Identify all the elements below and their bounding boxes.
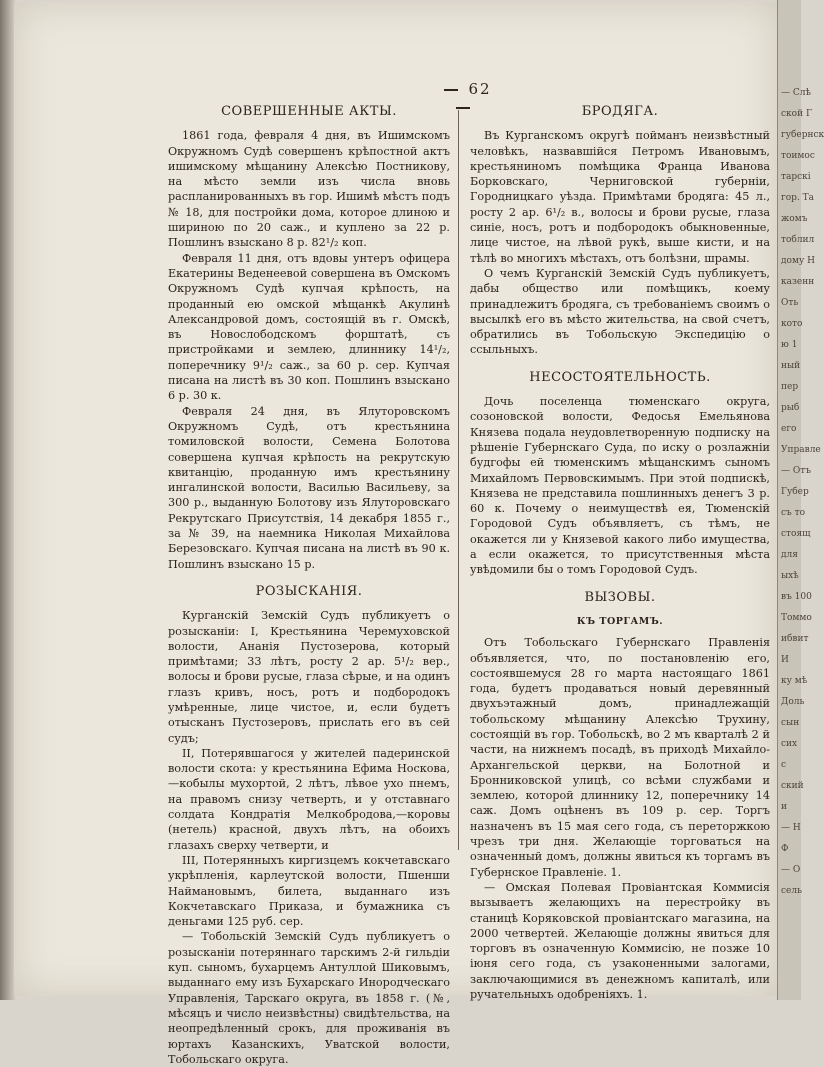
- paragraph: Курганскій Земскій Судъ публикуетъ о розысканіи: I, Крестьянина Черемуховской волости, Ананія Пустозерова, который примѣтами; 33 лѣтъ, росту 2 ар. 5¹/₂ вер., волосы и брови русые, глаза сѣрые, и на одинъ глазъ кривъ, носъ, ротъ и подбородокъ умѣренные, лице чистое, и, если будетъ отысканъ Пустозеровъ, прислать его въ сей судъ;: [168, 609, 450, 745]
- page-number-text: 62: [468, 80, 492, 98]
- next-page-fragment: И: [781, 655, 789, 665]
- paragraph: Отъ Тобольскаго Губернскаго Правленія объявляется, что, по постановленію его, состоявшемуся 28 го марта настоящаго 1861 года, будетъ продаваться новый деревянный двухъэтажный домъ, принадлежащій тобольскому мѣщанину Алексѣю Трухину, состоящій въ гор. Тобольскѣ, во 2 мъ кварталѣ 2 й части, на нижнемъ посадѣ, въ приходѣ Михайло-Архангельской церкви, на Болотной и Бронниковской улицѣ, со всѣми службами и землею, которой длиннику 12, поперечнику 14 саж. Домъ оцѣненъ въ 109 р. сер. Торгъ назначенъ въ 15 мая сего года, съ переторжкою чрезъ три дня. Желающіе торговаться на означенный домъ, должны явиться къ торгамъ въ Губернское Правленіе. 1.: [470, 636, 770, 879]
- next-page-fragment: Томмо: [781, 613, 812, 623]
- next-page-fragment: для: [781, 550, 798, 560]
- dash-left: [444, 89, 458, 91]
- paragraph: Февраля 11 дня, отъ вдовы унтеръ офицера Екатерины Веденеевой совершена въ Омскомъ Окружномъ Судѣ купчая крѣпость, на проданный ею омской мѣщанкѣ Акулинѣ Александровой домъ, состоящій въ г. Омскѣ, въ Новослободскомъ форштатѣ, съ пристройками и землею, длиннику 14¹/₂, поперечнику 9¹/₂ саж., за 60 р. сер. Купчая писана на листѣ въ 30 коп. Пошлинъ взыскано 6 р. 30 к.: [168, 251, 450, 403]
- right-column: [470, 98, 770, 1002]
- next-page-fragment: ку мѣ: [781, 676, 808, 686]
- next-page-fragment: съ то: [781, 508, 806, 518]
- next-page-fragment: кото: [781, 319, 803, 329]
- paragraph: Февраля 24 дня, въ Ялуторовскомъ Окружномъ Судѣ, отъ крестьянина томиловской волости, Семена Болотова совершена купчая крѣпость на рекрутскую квитанцію, проданную имъ крестьянину ингалинской волости, Василью Васильеву, за 300 р., выданную Болотову изъ Ялуторовскаго Рекрутскаго Присутствія, 14 декабря 1855 г., за № 39, на наемника Николая Михайлова Березовскаго. Купчая писана на листѣ въ 90 к. Пошлинъ взыскано 15 р.: [168, 404, 450, 571]
- next-page-fragment: жомъ: [781, 214, 808, 224]
- next-page-fragment: стоящ: [781, 529, 811, 539]
- paragraph: Въ Курганскомъ округѣ пойманъ неизвѣстный человѣкъ, назвавшійся Петромъ Ивановымъ, крестьяниномъ помѣщика Франца Иванова Борковскаго, Черниговской губерніи, Городницкаго уѣзда. Примѣтами бродяга: 45 л., росту 2 ар. 6¹/₂ в., волосы и брови русые, глаза синіе, носъ, ротъ и подбородокъ обыкновенные, лице чистое, на лѣвой рукѣ, выше кисти, и на тѣлѣ во многихъ мѣстахъ, отъ болѣзни, шрамы.: [470, 129, 770, 265]
- next-page-fragment: Оть: [781, 298, 799, 308]
- next-page-fragment: гор. Та: [781, 193, 814, 203]
- section-title-summons: ВЫЗОВЫ.: [584, 589, 656, 605]
- next-page-fragment: тоимос: [781, 151, 815, 161]
- left-column: [168, 98, 450, 1067]
- next-page-fragment: — О: [781, 865, 801, 875]
- next-page-fragment: с: [781, 760, 787, 770]
- next-page-fragment: ю 1: [781, 340, 798, 350]
- paragraph: 1861 года, февраля 4 дня, въ Ишимскомъ Окружномъ Судѣ совершенъ крѣпостной актъ ишимскому мѣщанину Алексѣю Постникову, на мѣсто земли изъ числа вновь распланированныхъ въ гор. Ишимѣ мѣстъ подъ № 18, для постройки дома, которое длиною и шириною по 20 саж., и куплено за 22 р. Пошлинъ взыскано 8 р. 82¹/₂ коп.: [168, 129, 450, 250]
- next-page-fragment: Ф: [781, 844, 789, 854]
- next-page-fragment: тоблил: [781, 235, 815, 245]
- section-subtitle-auctions: КЪ ТОРГАМЪ.: [576, 615, 664, 627]
- next-page-fragment: ибвит: [781, 634, 809, 644]
- section-title-insolvency: НЕСОСТОЯТЕЛЬНОСТЬ.: [529, 369, 711, 385]
- next-page-fragment: въ 100: [781, 592, 812, 602]
- next-page-fragment: ский: [781, 781, 804, 791]
- column-divider: [458, 110, 459, 850]
- next-page-fragment: и: [781, 802, 787, 812]
- next-page-fragment: Доль: [781, 697, 805, 707]
- section-title-acts: СОВЕРШЕННЫЕ АКТЫ.: [221, 104, 397, 119]
- next-page-fragment: тарскі: [781, 172, 811, 182]
- paragraph: III, Потерянныхъ киргизцемъ кокчетавскаго укрѣпленія, карлеутской волости, Пшенши Наймановымъ, билета, выданнаго изъ Кокчетавскаго Приказа, и бумажника съ деньгами 125 руб. сер.: [168, 853, 450, 929]
- paragraph: О чемъ Курганскій Земскій Судъ публикуетъ, дабы общество или помѣщикъ, коему принадлежитъ бродяга, съ требованіемъ своимъ о высылкѣ его въ мѣсто жительства, на свой счетъ, обратились въ Тобольскую Экспедицію о ссыльныхъ.: [470, 266, 770, 357]
- next-page-fragment: дому Н: [781, 256, 815, 266]
- dash-right: [456, 107, 470, 109]
- section-title-vagrant: БРОДЯГА.: [581, 104, 659, 119]
- next-page-fragment: Губер: [781, 487, 809, 497]
- next-page-fragment: ный: [781, 361, 801, 371]
- section-title-searches: РОЗЫСКАНІЯ.: [255, 583, 363, 599]
- next-page-fragment: — Н: [781, 823, 801, 833]
- next-page-fragment: — Отъ: [781, 466, 811, 476]
- next-page-fragment: рыб: [781, 403, 800, 413]
- next-page-fragment: казенн: [781, 277, 815, 287]
- next-page-fragment: пер: [781, 382, 799, 392]
- next-page-edge: [777, 0, 824, 1000]
- next-page-fragment: ыхѣ: [781, 571, 799, 581]
- paragraph: — Омская Полевая Провіантская Коммисія вызываетъ желающихъ на перестройку въ станицѣ Коряковской провіантскаго магазина, на 2000 четвертей. Желающіе должны явиться для торговъ въ означенную Коммисію, не позже 10 іюня сего года, съ узаконенными залогами, заключающимися въ денежномъ капиталѣ, или ручательныхъ одобреніяхъ. 1.: [470, 880, 770, 1002]
- paragraph: — Тобольскій Земскій Судъ публикуетъ о розысканіи потеряннаго тарскимъ 2-й гильдіи куп. сыномъ, бухарцемъ Антуллой Шиковымъ, выданнаго ему изъ Бухарскаго Инородческаго Управленія, Тарскаго округа, въ 1858 г. (№, мѣсяцъ и число неизвѣстны) свидѣтельства, на неопредѣленный срокъ, для проживанія въ юртахъ Казанскихъ, Уватской волости, Тобольскаго округа.: [168, 930, 450, 1066]
- next-page-fragment: сих: [781, 739, 798, 749]
- paragraph: Дочь поселенца тюменскаго округа, созоновской волости, Федосья Емельянова Князева подала неудовлетворенную подписку на рѣшеніе Губернскаго Суда, по иску о розлажніи будгофы ей тюменскимъ мѣщанскимъ сыномъ Михайломъ Первовскимымъ. При этой подпискѣ, Князева не представила пошлинныхъ денегъ 3 р. 60 к. Почему о неимуществѣ ея, Тюменскій Городовой Судъ объявляетъ, съ тѣмъ, не окажется ли у Князевой какого либо имущества, а если окажется, то присутственныя мѣста увѣдомили бы о томъ Городовой Судъ.: [470, 395, 770, 577]
- next-page-fragment: ской Г: [781, 109, 812, 119]
- next-page-fragment: сын: [781, 718, 800, 728]
- next-page-fragment: губернск: [781, 130, 824, 140]
- next-page-fragment: сель: [781, 886, 802, 896]
- next-page-fragment: Управле: [781, 445, 821, 455]
- next-page-fragment: — Слѣ: [781, 88, 811, 98]
- next-page-fragment: его: [781, 424, 797, 434]
- paragraph: II, Потерявшагося у жителей падеринской волости скота: у крестьянина Ефима Носкова,—кобылы мухортой, 2 лѣтъ, лѣвое ухо пнемъ, на правомъ снизу четверть, и у отставнаго солдата Кондратія Мелкобродова,—коровы (нетель) красной, двухъ лѣтъ, на обоихъ глазахъ сверху четверти, и: [168, 746, 450, 852]
